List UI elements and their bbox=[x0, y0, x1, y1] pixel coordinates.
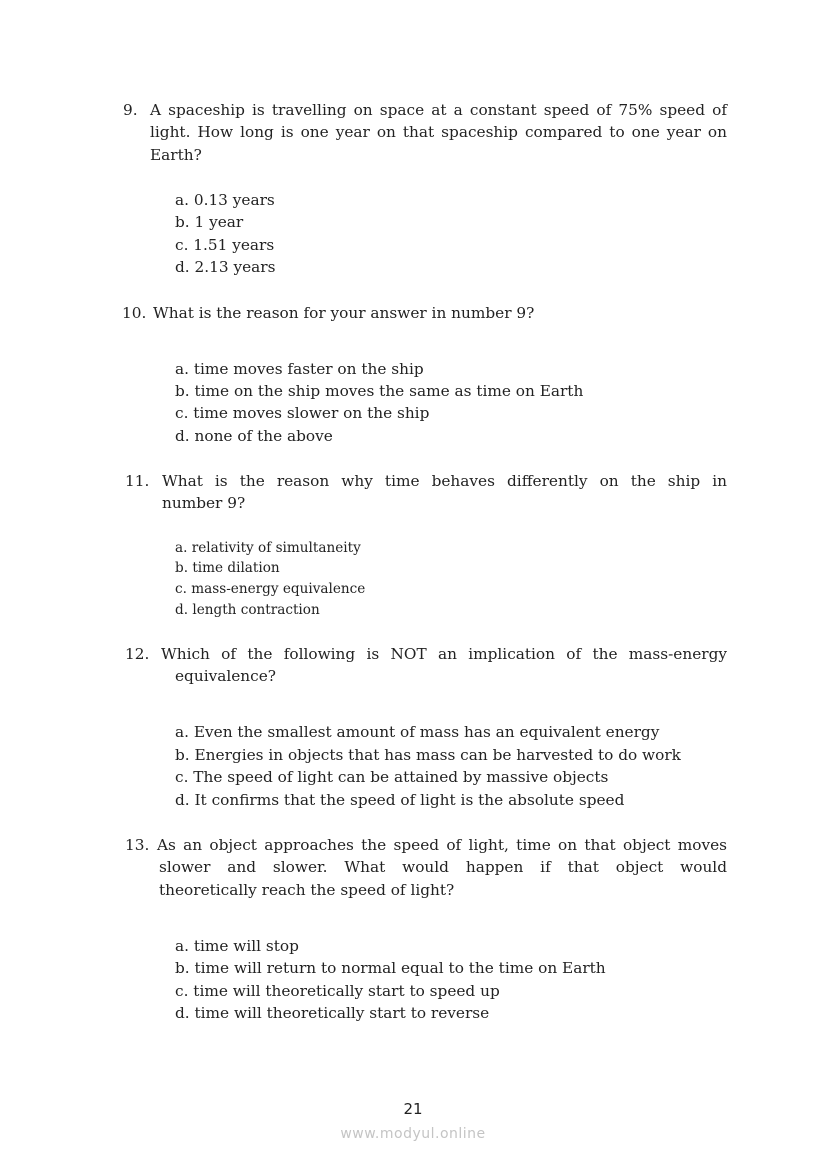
question-text: equivalence? bbox=[175, 667, 276, 685]
option-d: d. time will theoretically start to reverse bbox=[175, 1004, 490, 1022]
question-text: Earth? bbox=[150, 146, 202, 164]
option-a: a. Even the smallest amount of mass has an equivalent energy bbox=[175, 723, 660, 741]
option-a: a. relativity of simultaneity bbox=[175, 540, 361, 556]
option-c: c. time moves slower on the ship bbox=[175, 404, 430, 422]
option-b: b. Energies in objects that has mass can be harvested to do work bbox=[175, 746, 681, 764]
question-number: 9. bbox=[123, 101, 138, 119]
option-b: b. 1 year bbox=[175, 213, 244, 231]
option-d: d. none of the above bbox=[175, 427, 333, 445]
question-number: 13. bbox=[125, 836, 150, 854]
option-c: c. The speed of light can be attained by massive objects bbox=[175, 768, 609, 786]
question-text: Which of the following is NOT an implication of the mass-energy bbox=[161, 645, 727, 663]
option-c: c. 1.51 years bbox=[175, 236, 275, 254]
option-c: c. time will theoretically start to speed up bbox=[175, 982, 500, 1000]
page-number: 21 bbox=[403, 1100, 423, 1118]
question-text: A spaceship is travelling on space at a constant speed of 75% speed of bbox=[150, 101, 727, 119]
question-number: 12. bbox=[125, 645, 150, 663]
watermark: www.modyul.online bbox=[340, 1126, 486, 1142]
question-text: slower and slower. What would happen if that object would bbox=[159, 858, 727, 876]
question-text: What is the reason why time behaves differently on the ship in bbox=[162, 472, 727, 490]
question-text: What is the reason for your answer in number 9? bbox=[153, 304, 535, 322]
question-text: light. How long is one year on that spaceship compared to one year on bbox=[150, 123, 727, 141]
option-b: b. time dilation bbox=[175, 560, 280, 576]
option-b: b. time will return to normal equal to the time on Earth bbox=[175, 959, 606, 977]
question-number: 11. bbox=[125, 472, 150, 490]
question-text: As an object approaches the speed of light, time on that object moves bbox=[157, 836, 727, 854]
question-number: 10. bbox=[122, 304, 147, 322]
question-text: theoretically reach the speed of light? bbox=[159, 881, 455, 899]
option-c: c. mass-energy equivalence bbox=[175, 581, 366, 597]
option-b: b. time on the ship moves the same as time on Earth bbox=[175, 382, 584, 400]
option-a: a. time will stop bbox=[175, 937, 299, 955]
option-d: d. 2.13 years bbox=[175, 258, 276, 276]
option-d: d. length contraction bbox=[175, 602, 320, 618]
option-a: a. 0.13 years bbox=[175, 191, 275, 209]
question-text: number 9? bbox=[162, 494, 246, 512]
option-d: d. It confirms that the speed of light is the absolute speed bbox=[175, 791, 625, 809]
option-a: a. time moves faster on the ship bbox=[175, 360, 424, 378]
